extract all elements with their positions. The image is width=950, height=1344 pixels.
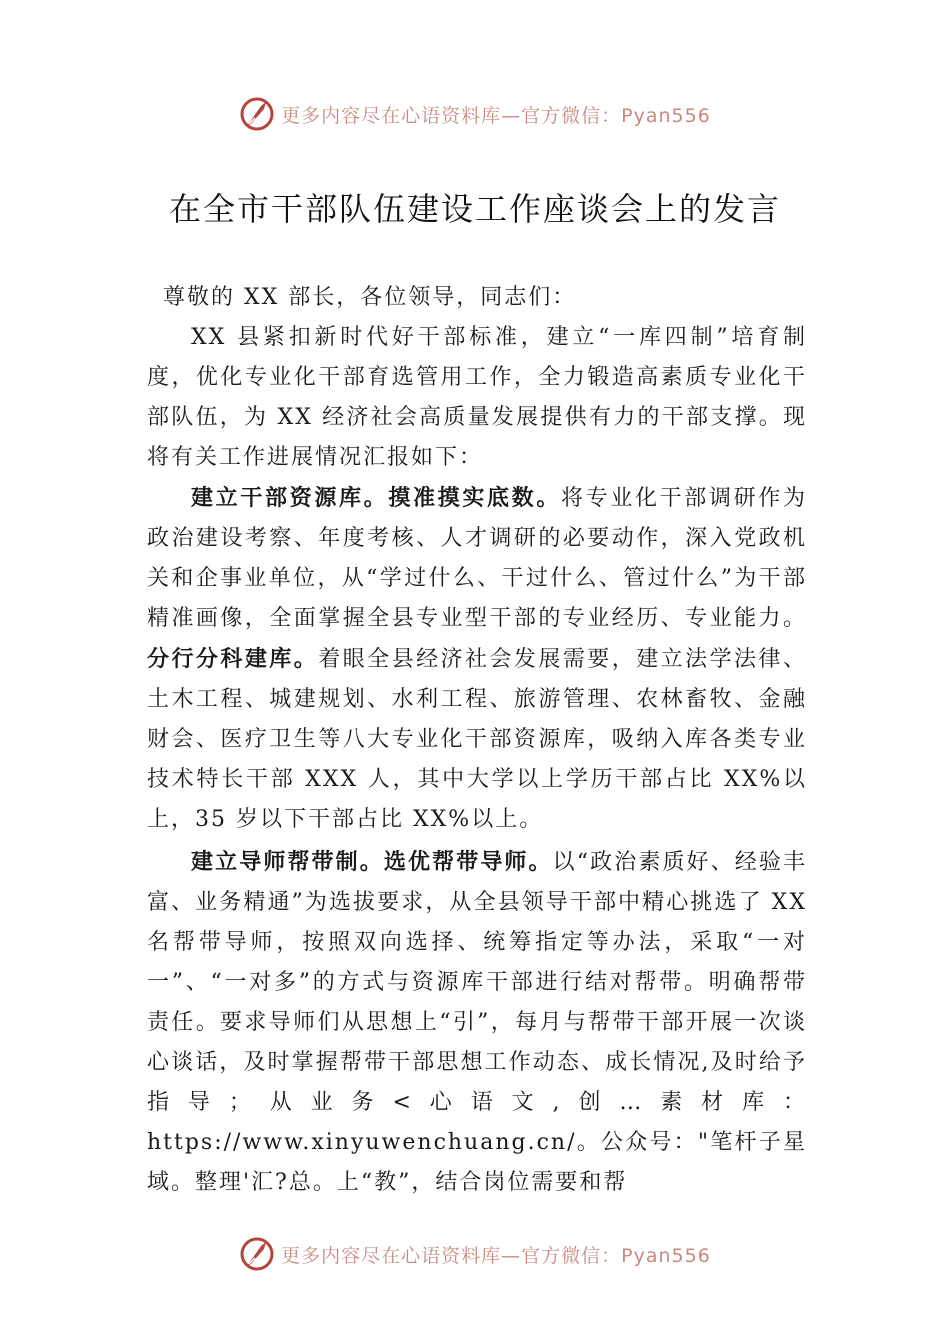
- paragraph-text: 以“政治素质好、经验丰富、业务精通”为选拔要求，从全县领导干部中精心挑选了 XX 名帮带导师，按照双向选择、统筹指定等办法，采取“一对一”、“一对多”的方式与资源库干部进行结对帮带。明确帮带责任。要求导师们从思想上“引”，每月与帮带干部开展一次谈心谈话，及时掌握帮带干部思想工作动态、成长情况,及时给予指导；从业务<心语文,创…素材库：https://www.xinyuwenchuang.cn/。公众号："笔杆子星域。整理'汇?总。上“教”，结合岗位需要和帮: [147, 850, 807, 1195]
- paragraph-mentor-system: [147, 842, 807, 1203]
- salutation: 尊敬的 XX 部长，各位领导，同志们：: [163, 285, 577, 310]
- quill-pen-logo-icon: [239, 96, 275, 132]
- watermark-text: 更多内容尽在心语资料库—官方微信：Pyan556: [281, 104, 711, 127]
- paragraph-text: 着眼全县经济社会发展需要，建立法学法律、土木工程、城建规划、水利工程、旅游管理、农林畜牧、金融财会、医疗卫生等八大专业化干部资源库，吸纳入库各类专业技术特长干部 XXX 人，其中大学以上学历干部占比 XX%以上，35 岁以下干部占比 XX%以上。: [147, 647, 807, 832]
- section-heading: 建立干部资源库。摸准摸实底数。: [191, 485, 561, 511]
- paragraph-text: 将专业化干部调研作为政治建设考察、年度考核、人才调研的必要动作，深入党政机关和企事业单位，从“学过什么、干过什么、管过什么”为干部精准画像，全面掌握全县专业型干部的专业经历、专业能力。: [147, 486, 807, 631]
- paragraph-intro: [147, 318, 807, 478]
- header-watermark: [0, 96, 950, 132]
- footer-watermark: [0, 1236, 950, 1272]
- page-title: 在全市干部队伍建设工作座谈会上的发言: [168, 190, 781, 228]
- watermark-text: 更多内容尽在心语资料库—官方微信：Pyan556: [281, 1244, 711, 1267]
- paragraph-resource-pool: [147, 478, 807, 840]
- document-body: [147, 278, 807, 1203]
- quill-pen-logo-icon: [239, 1236, 275, 1272]
- section-heading: 建立导师帮带制。选优帮带导师。: [191, 849, 553, 875]
- paragraph-text: XX 县紧扣新时代好干部标准，建立“一库四制”培育制度，优化专业化干部育选管用工作，全力锻造高素质专业化干部队伍，为 XX 经济社会高质量发展提供有力的干部支撑。现将有关工作进展情况汇报如下：: [147, 325, 807, 470]
- section-subheading: 分行分科建库。: [147, 646, 319, 672]
